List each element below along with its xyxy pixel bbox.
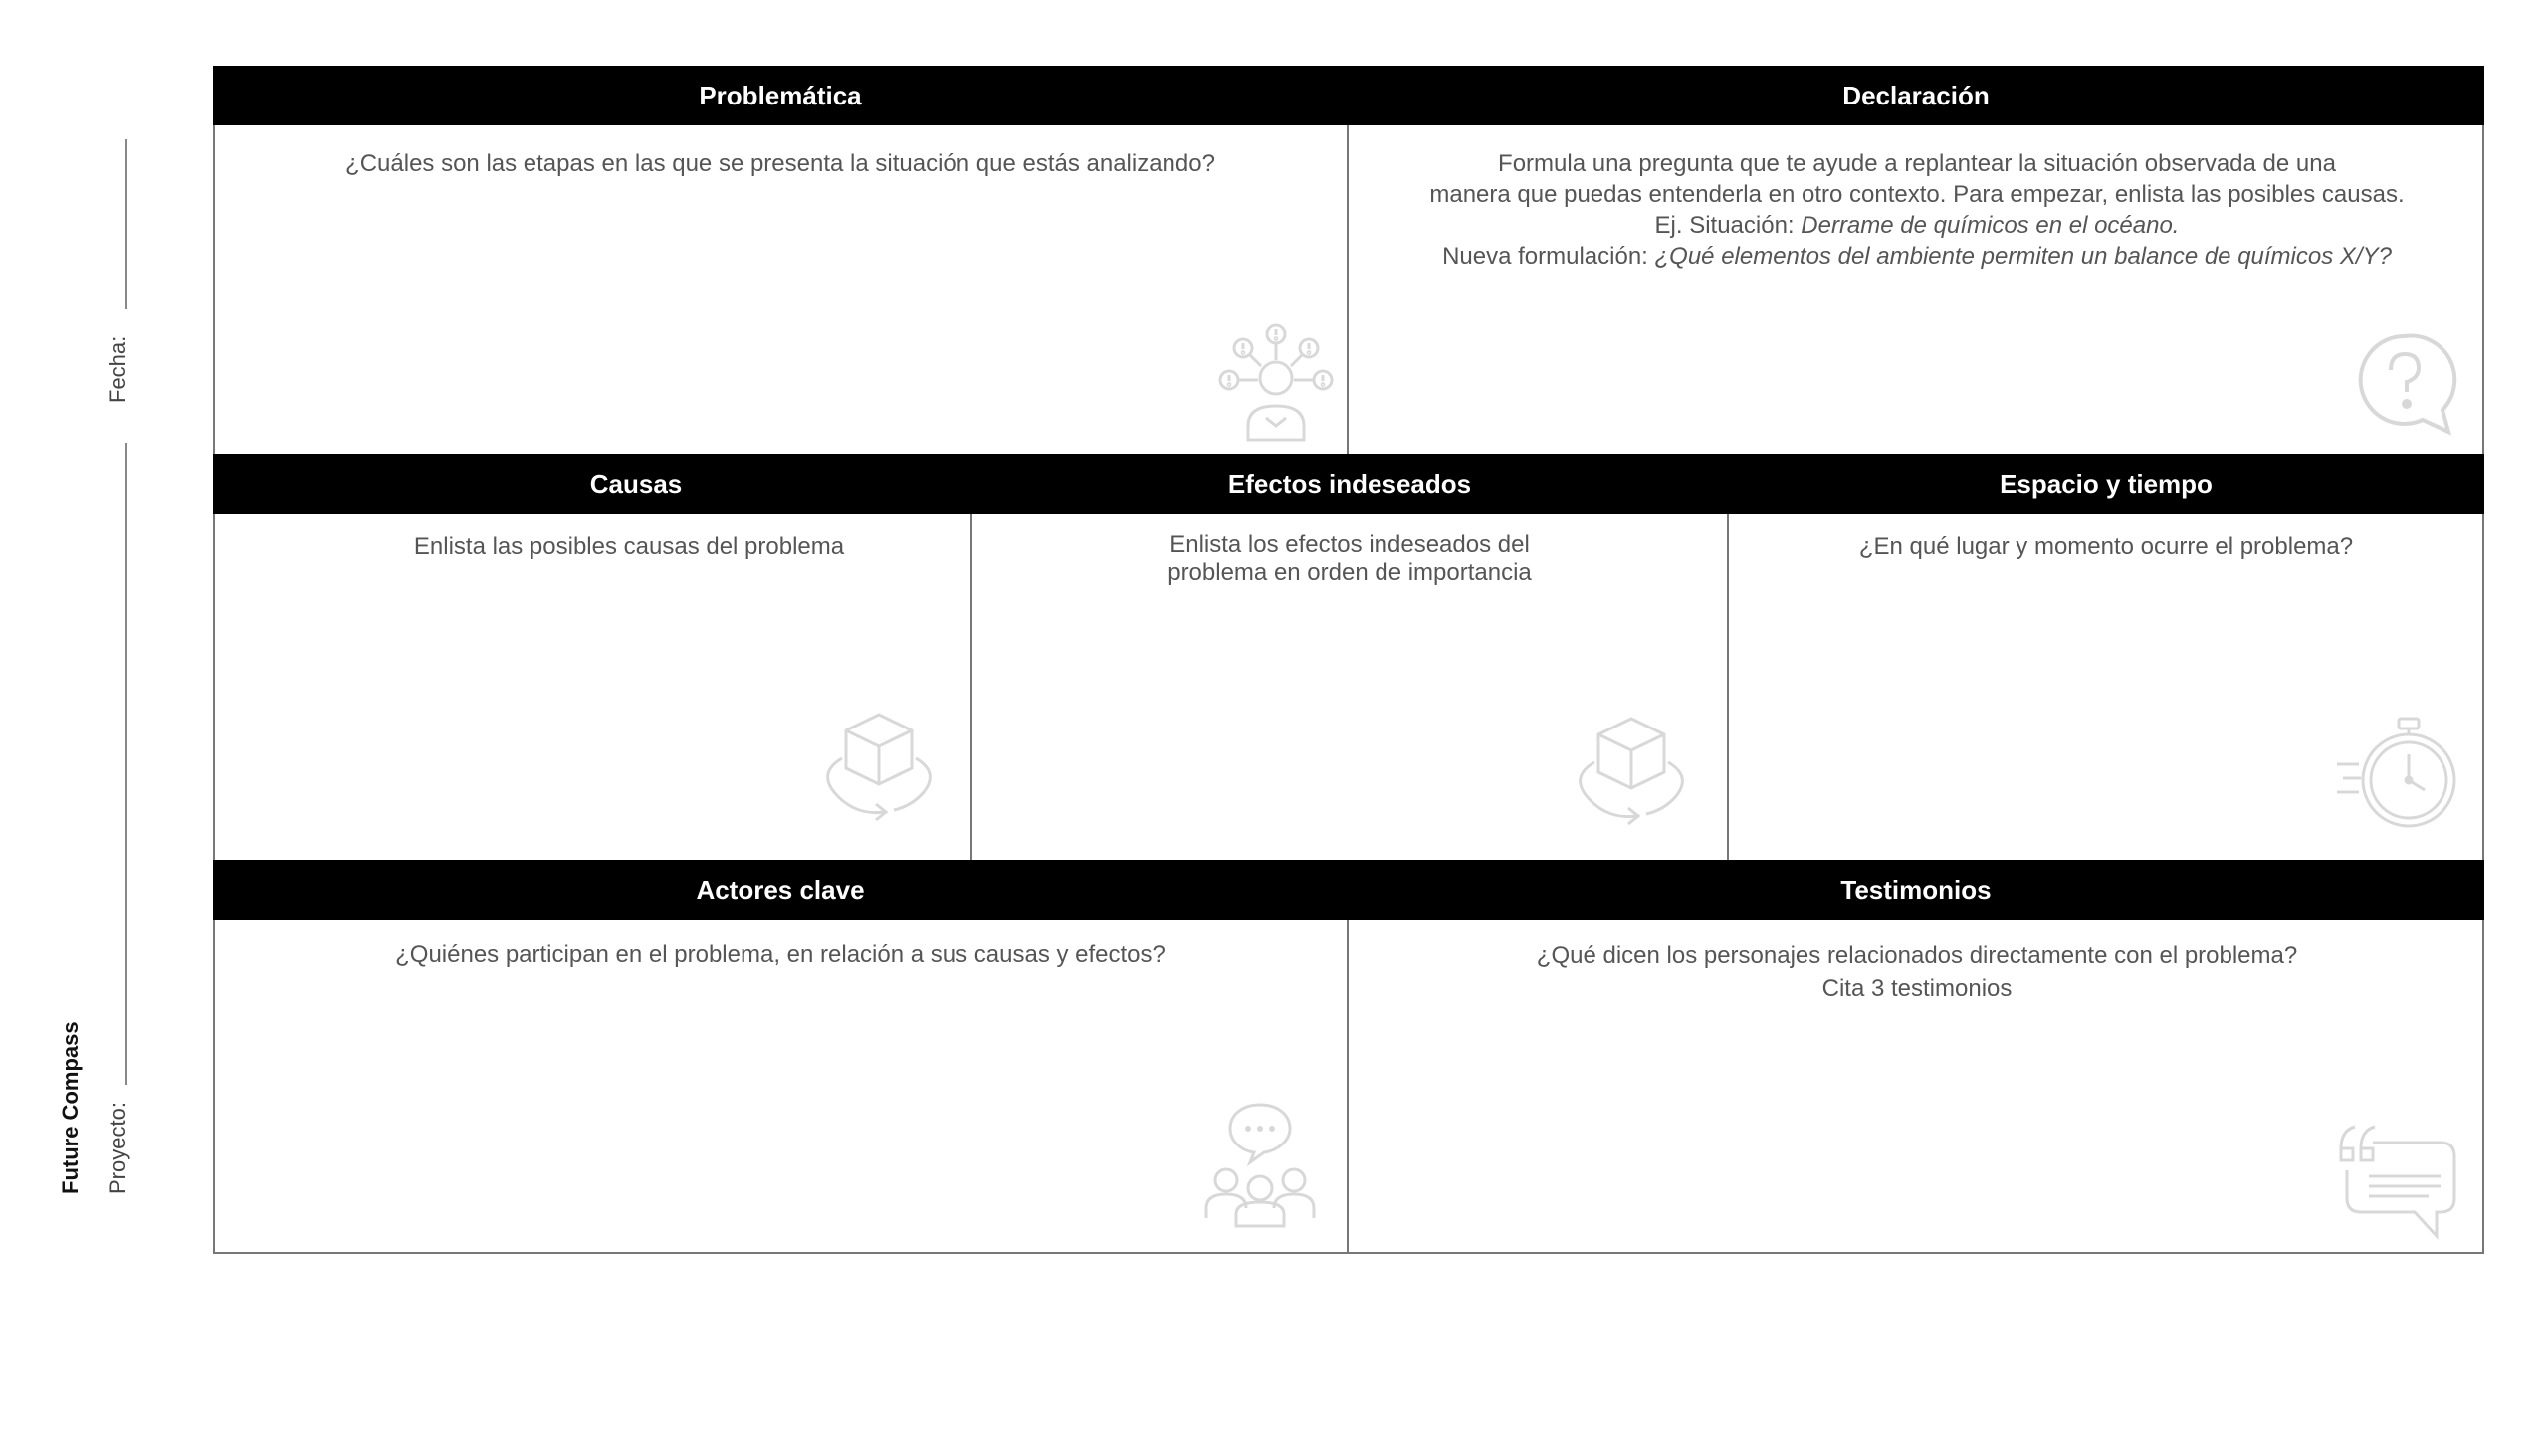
header-testimonios: Testimonios xyxy=(1348,860,2484,920)
declaracion-line1: Formula una pregunta que te ayude a replantear la situación observada de una xyxy=(1498,150,2336,177)
reform-text: ¿Qué elementos del ambiente permiten un balance de químicos X/Y? xyxy=(1654,243,2392,270)
declaracion-example xyxy=(1350,210,2484,241)
header-declaracion: Declaración xyxy=(1348,66,2484,125)
divider-line xyxy=(125,443,127,1025)
declaracion-line2: manera que puedas entenderla en otro contexto. Para empezar, enlista las posibles causas. xyxy=(1429,181,2405,208)
efectos-line2: problema en orden de importancia xyxy=(1168,559,1532,586)
header-espacio: Espacio y tiempo xyxy=(2000,468,2213,499)
header-efectos: Efectos indeseados xyxy=(1227,468,1472,499)
header-actores: Actores clave xyxy=(213,860,1348,920)
quote-bubble-icon xyxy=(2333,1121,2462,1244)
efectos-prompt xyxy=(971,531,1728,587)
reform-label: Nueva formulación: xyxy=(1442,243,1655,270)
declaracion-reform xyxy=(1350,241,2484,272)
proyecto-label: Proyecto: xyxy=(106,1102,130,1194)
efectos-line1: Enlista los efectos indeseados del xyxy=(1169,531,1530,558)
example-text: Derrame de químicos en el océano. xyxy=(1801,212,2180,239)
problem-person-icon xyxy=(1216,322,1336,442)
stopwatch-icon xyxy=(2333,715,2462,834)
rotating-cube-icon xyxy=(1567,711,1696,830)
testimonios-prompt xyxy=(1350,939,2484,1005)
header-causas: Causas xyxy=(589,468,683,499)
group-chat-icon xyxy=(1198,1101,1322,1230)
espacio-prompt: ¿En qué lugar y momento ocurre el problema? xyxy=(1858,533,2354,560)
declaracion-prompt xyxy=(1350,148,2484,272)
fecha-underline xyxy=(125,139,127,309)
fecha-label: Fecha: xyxy=(106,335,130,403)
problematica-prompt: ¿Cuáles son las etapas en las que se presenta la situación que estás analizando? xyxy=(345,150,1215,177)
actores-prompt: ¿Quiénes participan en el problema, en relación a sus causas y efectos? xyxy=(395,941,1166,968)
canvas-title: Future Compass xyxy=(58,1021,83,1194)
question-bubble-icon xyxy=(2353,328,2462,438)
header-problematica: Problemática xyxy=(213,66,1348,125)
proyecto-underline xyxy=(125,1025,127,1085)
rotating-cube-icon xyxy=(814,707,944,826)
testimonios-line2: Cita 3 testimonios xyxy=(1821,975,2013,1002)
example-label: Ej. Situación: xyxy=(1654,212,1802,239)
causas-prompt: Enlista las posibles causas del problema xyxy=(413,533,845,560)
testimonios-line1: ¿Qué dicen los personajes relacionados directamente con el problema? xyxy=(1536,942,2298,969)
